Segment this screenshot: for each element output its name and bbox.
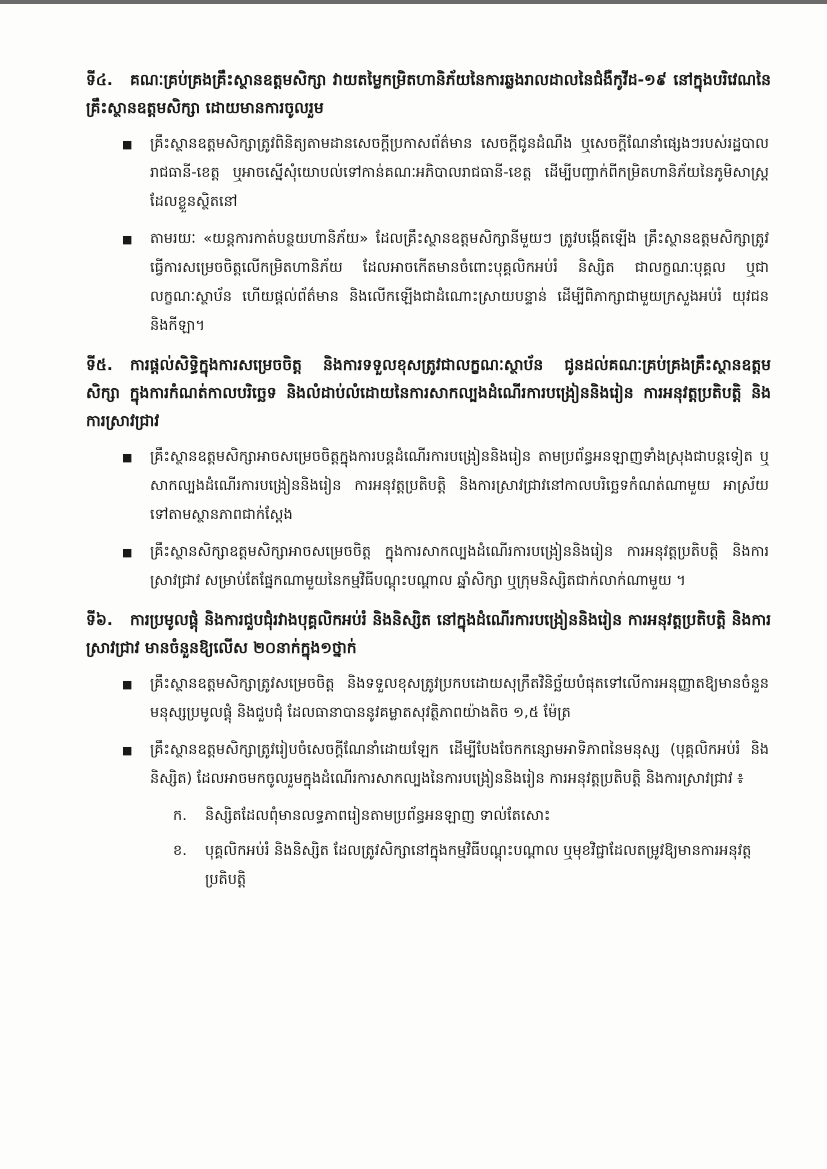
section-number: ទី៤.	[86, 71, 113, 89]
bullet-icon: ■	[122, 546, 133, 559]
list-item-text: គ្រឹះស្ថានឧត្តមសិក្សាត្រូវពិនិត្យតាមដានសេចក្ដីប្រកាសព័ត៌មាន សេចក្ដីជូនដំណឹង ឬសេចក្ដីណែនាំផ្សេងៗរបស់រដ្ឋបាលរាជធានី-ខេត្ត ឬអាចស្នើសុំយោបល់ទៅកាន់គណៈអភិបាលរាជធានី-ខេត្ត ដើម្បីបញ្ជាក់ពីកម្រិតហានិភ័យនៃភូមិសាស្ត្រ ដែលខ្លួនស្ថិតនៅ	[150, 136, 769, 210]
section-title: គណៈគ្រប់គ្រងគ្រឹះស្ថានឧត្តមសិក្សា វាយតម្លៃកម្រិតហានិភ័យនៃការឆ្លងរាលដាលនៃជំងឺកូវីដ-១៩ នៅក្នុងបរិវេណនៃគ្រឹះស្ថានឧត្តមសិក្សា ដោយមានការចូលរួម	[86, 71, 771, 117]
bullet-list	[0, 443, 827, 596]
sub-item	[173, 802, 769, 831]
section-4	[0, 66, 827, 341]
list-item-text: គ្រឹះស្ថានឧត្តមសិក្សាអាចសម្រេចចិត្តក្នុងការបន្តដំណើរការបង្រៀននិងរៀន តាមប្រព័ន្ធអនឡាញទាំងស្រុងជាបន្តទៀត ឬសាកល្បងដំណើរការបង្រៀននិងរៀន ការអនុវត្តប្រតិបត្តិ និងការស្រាវជ្រាវនៅកាលបរិច្ឆេទកំណត់ណាមួយ អាស្រ័យទៅតាមស្ថានភាពជាក់ស្ដែង	[150, 449, 769, 523]
section-number: ទី៦.	[86, 611, 113, 629]
bullet-list	[0, 130, 827, 341]
sub-item-marker: ក.	[173, 808, 187, 824]
list-item	[122, 130, 769, 217]
section-title: ការផ្ដល់សិទ្ធិក្នុងការសម្រេចចិត្ត និងការទទួលខុសត្រូវជាលក្ខណៈស្ថាប័ន ជូនដល់គណៈគ្រប់គ្រងគ្រឹះស្ថានឧត្តមសិក្សា ក្នុងការកំណត់កាលបរិច្ឆេទ និងលំដាប់លំដោយនៃការសាកល្បងដំណើរការបង្រៀននិងរៀន ការអនុវត្តប្រតិបត្តិ និងការស្រាវជ្រាវ	[86, 356, 771, 430]
sub-item-marker: ខ.	[173, 843, 187, 859]
section-title: ការប្រមូលផ្ដុំ និងការជួបជុំរវាងបុគ្គលិកអប់រំ និងនិស្សិត នៅក្នុងដំណើរការបង្រៀននិងរៀន ការអនុវត្តប្រតិបត្តិ និងការស្រាវជ្រាវ មានចំនួនឱ្យលើស ២០នាក់ក្នុង១ថ្នាក់	[86, 611, 771, 657]
section-heading	[86, 66, 771, 122]
list-item-text: គ្រឹះស្ថានសិក្សាឧត្តមសិក្សាអាចសម្រេចចិត្ត ក្នុងការសាកល្បងដំណើរការបង្រៀននិងរៀន ការអនុវត្តប្រតិបត្តិ និងការស្រាវជ្រាវ សម្រាប់តែផ្នែកណាមួយនៃកម្មវិធីបណ្ដុះបណ្ដាល ឆ្នាំសិក្សា ឬក្រុមនិស្សិតជាក់លាក់ណាមួយ ។	[150, 544, 769, 589]
list-item-text: គ្រឹះស្ថានឧត្តមសិក្សាត្រូវរៀបចំសេចក្ដីណែនាំដោយឡែក ដើម្បីបែងចែកកន្សោមអាទិភាពនៃមនុស្ស (បុគ្គលិកអប់រំ និងនិស្សិត) ដែលអាចមកចូលរួមក្នុងដំណើរការសាកល្បងនៃការបង្រៀននិងរៀន ការអនុវត្តប្រតិបត្តិ និងការស្រាវជ្រាវ ៖	[150, 742, 769, 787]
sub-item-text: និស្សិតដែលពុំមានលទ្ធភាពរៀនតាមប្រព័ន្ធអនឡាញ ទាល់តែសោះ	[205, 808, 551, 824]
list-item	[122, 670, 769, 728]
list-item-text: គ្រឹះស្ថានឧត្តមសិក្សាត្រូវសម្រេចចិត្ត និងទទួលខុសត្រូវប្រកបដោយសុក្រឹតវិនិច្ឆ័យបំផុតទៅលើការអនុញ្ញាតឱ្យមានចំនួនមនុស្សប្រមូលផ្ដុំ និងជួបជុំ ដែលធានាបាននូវគម្លាតសុវត្ថិភាពយ៉ាងតិច ១,៥ ម៉ែត្រ	[150, 676, 769, 721]
bullet-icon: ■	[122, 138, 133, 151]
list-item-text: តាមរយៈ «យន្តការកាត់បន្ថយហានិភ័យ» ដែលគ្រឹះស្ថានឧត្តមសិក្សានីមួយៗ ត្រូវបង្កើតឡើង គ្រឹះស្ថានឧត្តមសិក្សាត្រូវធ្វើការសម្រេចចិត្តលើកម្រិតហានិភ័យ ដែលអាចកើតមានចំពោះបុគ្គលិកអប់រំ និស្សិត ជាលក្ខណៈបុគ្គល ឬជាលក្ខណៈស្ថាប័ន ហើយផ្ដល់ព័ត៌មាន និងលើកឡើងជាដំណោះស្រាយបន្ទាន់ ដើម្បីពិភាក្សាជាមួយក្រសួងអប់រំ យុវជន និងកីឡា។	[150, 231, 769, 334]
section-6	[0, 606, 827, 895]
document-page	[0, 66, 827, 905]
bullet-icon: ■	[122, 678, 133, 691]
bullet-icon: ■	[122, 744, 133, 757]
sub-item	[173, 837, 769, 895]
section-heading	[86, 606, 771, 662]
scan-top-edge	[0, 0, 827, 4]
sub-item-text: បុគ្គលិកអប់រំ និងនិស្សិត ដែលត្រូវសិក្សានៅក្នុងកម្មវិធីបណ្ដុះបណ្ដាល ឬមុខវិជ្ជាដែលតម្រូវឱ្យមានការអនុវត្តប្រតិបត្តិ	[205, 843, 752, 888]
section-number: ទី៥.	[86, 356, 113, 374]
list-item	[122, 225, 769, 341]
list-item	[122, 538, 769, 596]
section-5	[0, 351, 827, 596]
list-item	[122, 736, 769, 794]
bullet-icon: ■	[122, 233, 133, 246]
bullet-list	[0, 670, 827, 794]
section-heading	[86, 351, 771, 435]
bullet-icon: ■	[122, 451, 133, 464]
list-item	[122, 443, 769, 530]
